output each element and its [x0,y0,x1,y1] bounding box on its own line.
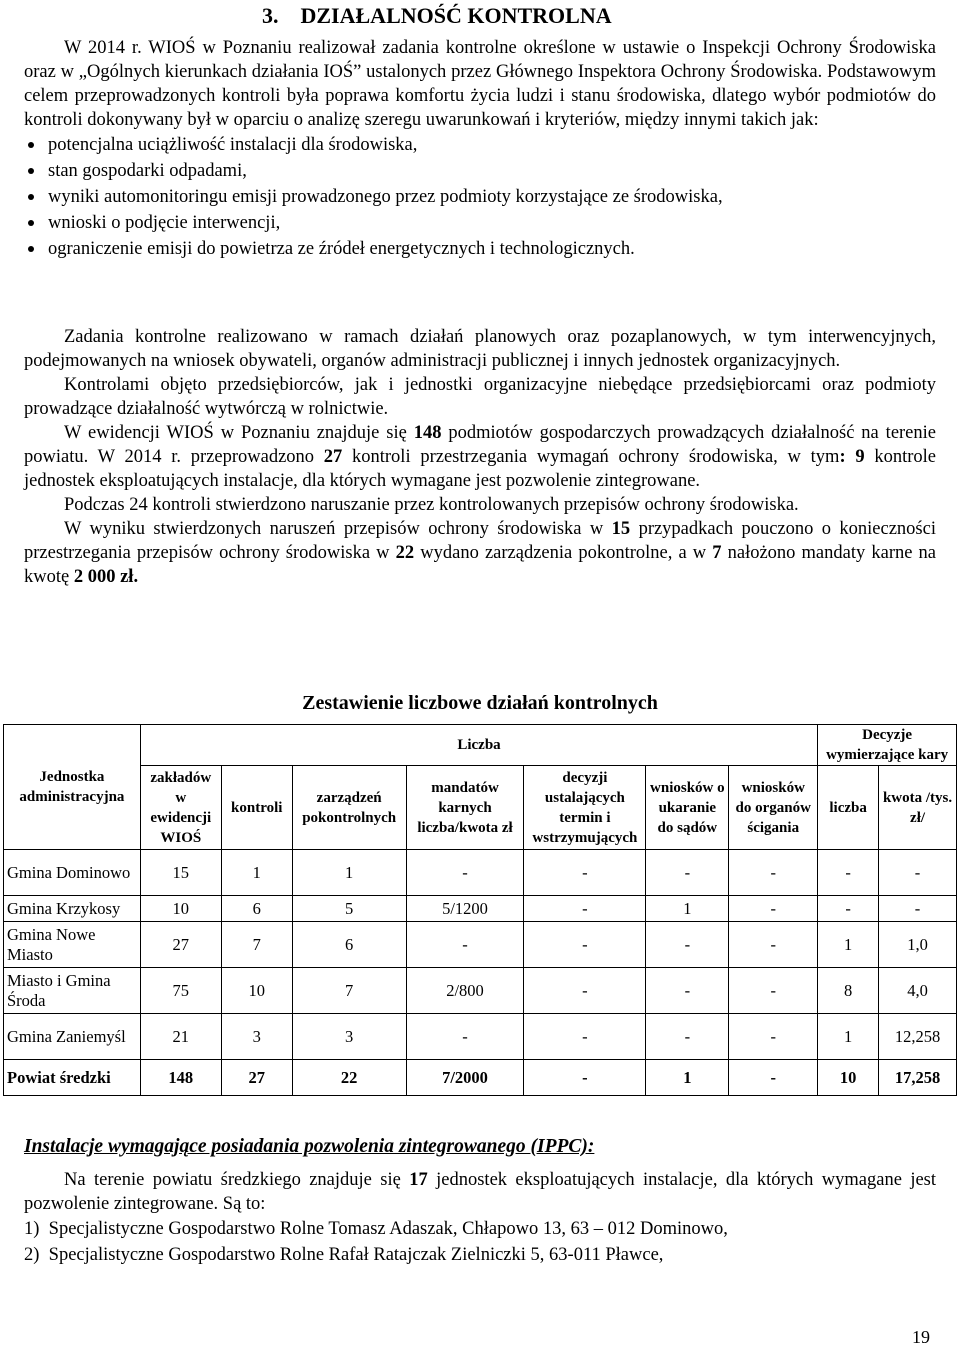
list-item: wnioski o podjęcie interwencji, [24,210,936,236]
cell: 10 [818,1060,879,1096]
cell: - [406,850,524,896]
text-run: jednostek eksploatujących instalacje, dla których wymagane jest pozwolenie zintegrowane. Są to: [24,1170,937,1214]
header-inspections: kontroli [221,766,292,850]
cell: - [818,850,879,896]
cell: - [646,968,729,1014]
cell: 1 [818,922,879,968]
cell: 15 [140,850,221,896]
tasks-paragraph: Zadania kontrolne realizowano w ramach działań planowych oraz pozaplanowych, w tym interwencyjnych, podejmowanych na wniosek obywateli, organów administracji publicznej i innych jednostek organizacyjnych. [24,327,936,371]
fine-count: 7 [712,543,722,563]
cell: 1 [818,1014,879,1060]
header-group-decisions: Decyzje wymierzające kary [818,725,957,766]
cell: - [646,850,729,896]
cell: - [818,896,879,922]
text-run: W ewidencji WIOŚ w Poznaniu znajduje się [64,423,414,443]
cell: - [524,1060,646,1096]
text-run: podmiotów gospodarczych prowadzących działalność na terenie powiatu. W 2014 r. przeprowadzono [24,423,936,467]
text-run: kontroli stwierdzono naruszanie przez kontrolowanych przepisów ochrony środowiska. [147,495,799,515]
ippc-inspection-count: : 9 [839,447,865,467]
list-item: 1) Specjalistyczne Gospodarstwo Rolne Tomasz Adaszak, Chłapowo 13, 63 – 012 Dominowo, [24,1219,728,1239]
header-penalty-amount: kwota /tys. zł/ [879,766,957,850]
ippc-section [24,1168,936,1268]
cell: - [729,1014,818,1060]
header-orders: zarządzeń pokontrolnych [292,766,406,850]
ippc-count: 17 [409,1170,428,1190]
section-heading: 3. DZIAŁALNOŚĆ KONTROLNA [262,3,612,28]
cell: 12,258 [879,1014,957,1060]
cell: - [406,1014,524,1060]
cell: 3 [221,1014,292,1060]
cell: 27 [140,922,221,968]
cell: - [524,896,646,922]
instruction-count: 15 [611,519,631,539]
list-item: 2) Specjalistyczne Gospodarstwo Rolne Rafał Ratajczak Zielniczki 5, 63-011 Pławce, [24,1245,664,1265]
intro-paragraph: W 2014 r. WIOŚ w Poznaniu realizował zadania kontrolne określone w ustawie o Inspekcji Ochrony Środowiska oraz w „Ogólnych kierunkach działania IOŚ” ustalonych przez Głównego Inspektora Ochrony Środowiska. Podstawowym celem przeprowadzonych kontroli była poprawa komfortu życia ludzi i stanu środowiska, dlatego wybór podmiotów do kontroli dokonywany był w oparciu o analizę szeregu uwarunkowań i kryteriów, między innymi takich jak: [24,38,936,130]
cell: - [729,850,818,896]
list-item: ograniczenie emisji do powietrza ze źródeł energetycznych i technologicznych. [24,236,936,262]
cell: - [406,922,524,968]
cell: - [879,896,957,922]
header-prosecution-motions: wniosków do organów ścigania [729,766,818,850]
cell: 75 [140,968,221,1014]
table-row [4,1014,957,1060]
list-item: wyniki automonitoringu emisji prowadzonego przez podmioty korzystające ze środowiska, [24,184,936,210]
cell: - [524,968,646,1014]
table-total-row [4,1060,957,1096]
table-header-row [4,725,957,766]
table-subheader-row [4,766,957,850]
cell: 5/1200 [406,896,524,922]
table-row [4,968,957,1014]
fine-amount: 2 000 zł. [73,567,139,587]
cell: - [524,922,646,968]
ippc-paragraph [24,1168,936,1216]
table-row [4,922,957,968]
inspection-stats-table [3,724,957,1096]
row-unit: Gmina Nowe Miasto [4,922,141,968]
body-section [24,325,936,589]
cell: 1 [646,1060,729,1096]
cell: 1 [221,850,292,896]
list-item: potencjalna uciążliwość instalacji dla środowiska, [24,132,936,158]
row-unit: Miasto i Gmina Środa [4,968,141,1014]
cell: 6 [292,922,406,968]
text-run: Na terenie powiatu średzkiego znajduje się [64,1170,410,1190]
cell: - [729,968,818,1014]
text-run: nałożono mandaty karne na kwotę [24,543,937,587]
list-item: stan gospodarki odpadami, [24,158,936,184]
cell: - [879,850,957,896]
table-title: Zestawienie liczbowe działań kontrolnych [302,692,658,714]
cell: 1 [646,896,729,922]
row-unit: Gmina Dominowo [4,850,141,896]
text-run: przypadkach pouczono o konieczności przestrzegania przepisów ochrony środowiska w [24,519,936,563]
cell: 10 [221,968,292,1014]
results-paragraph [24,517,936,589]
cell: 22 [292,1060,406,1096]
text-run: kontroli przestrzegania wymagań ochrony środowiska, w tym [342,447,840,467]
order-count: 22 [395,543,415,563]
cell: - [729,922,818,968]
cell: 6 [221,896,292,922]
entity-count: 148 [413,423,442,443]
ippc-list [24,1216,936,1268]
intro-section [24,36,936,262]
header-court-motions: wniosków o ukaranie do sądów [646,766,729,850]
cell: 148 [140,1060,221,1096]
cell: - [524,850,646,896]
header-fines: mandatów karnych liczba/kwota zł [406,766,524,850]
cell: 7/2000 [406,1060,524,1096]
violation-count: 24 [129,495,148,515]
header-decisions: decyzji ustalających termin i wstrzymujących [524,766,646,850]
row-unit: Gmina Krzykosy [4,896,141,922]
cell: 10 [140,896,221,922]
text-run: Podczas [64,495,130,515]
row-unit: Powiat średzki [4,1060,141,1096]
cell: - [646,922,729,968]
cell: 1,0 [879,922,957,968]
cell: 17,258 [879,1060,957,1096]
cell: 8 [818,968,879,1014]
registry-paragraph [24,421,936,493]
cell: - [524,1014,646,1060]
cell: - [729,1060,818,1096]
cell: 4,0 [879,968,957,1014]
criteria-list [24,132,936,262]
header-penalty-count: liczba [818,766,879,850]
cell: - [729,896,818,922]
cell: 21 [140,1014,221,1060]
ippc-heading: Instalacje wymagające posiadania pozwolenia zintegrowanego (IPPC): [24,1136,595,1157]
row-unit: Gmina Zaniemyśl [4,1014,141,1060]
cell: 5 [292,896,406,922]
cell: - [646,1014,729,1060]
table-row [4,896,957,922]
cell: 3 [292,1014,406,1060]
cell: 2/800 [406,968,524,1014]
page-number: 19 [912,1327,930,1347]
text-run: W wyniku stwierdzonych naruszeń przepisów ochrony środowiska w [64,519,612,539]
table-row [4,850,957,896]
cell: 7 [292,968,406,1014]
scope-paragraph: Kontrolami objęto przedsiębiorców, jak i jednostki organizacyjne niebędące przedsiębiorcami oraz podmioty prowadzące działalność wytwórczą w rolnictwie. [24,375,936,419]
header-entities: zakładów w ewidencji WIOŚ [140,766,221,850]
violations-paragraph [24,493,936,517]
cell: 1 [292,850,406,896]
header-group-count: Liczba [140,725,817,766]
text-run: kontrole jednostek eksploatujących instalacje, dla których wymagane jest pozwolenie zintegrowane. [24,447,936,491]
text-run: wydano zarządzenia pokontrolne, a w [414,543,713,563]
cell: 27 [221,1060,292,1096]
header-unit: Jednostka administracyjna [4,725,141,850]
inspection-count: 27 [323,447,343,467]
cell: 7 [221,922,292,968]
